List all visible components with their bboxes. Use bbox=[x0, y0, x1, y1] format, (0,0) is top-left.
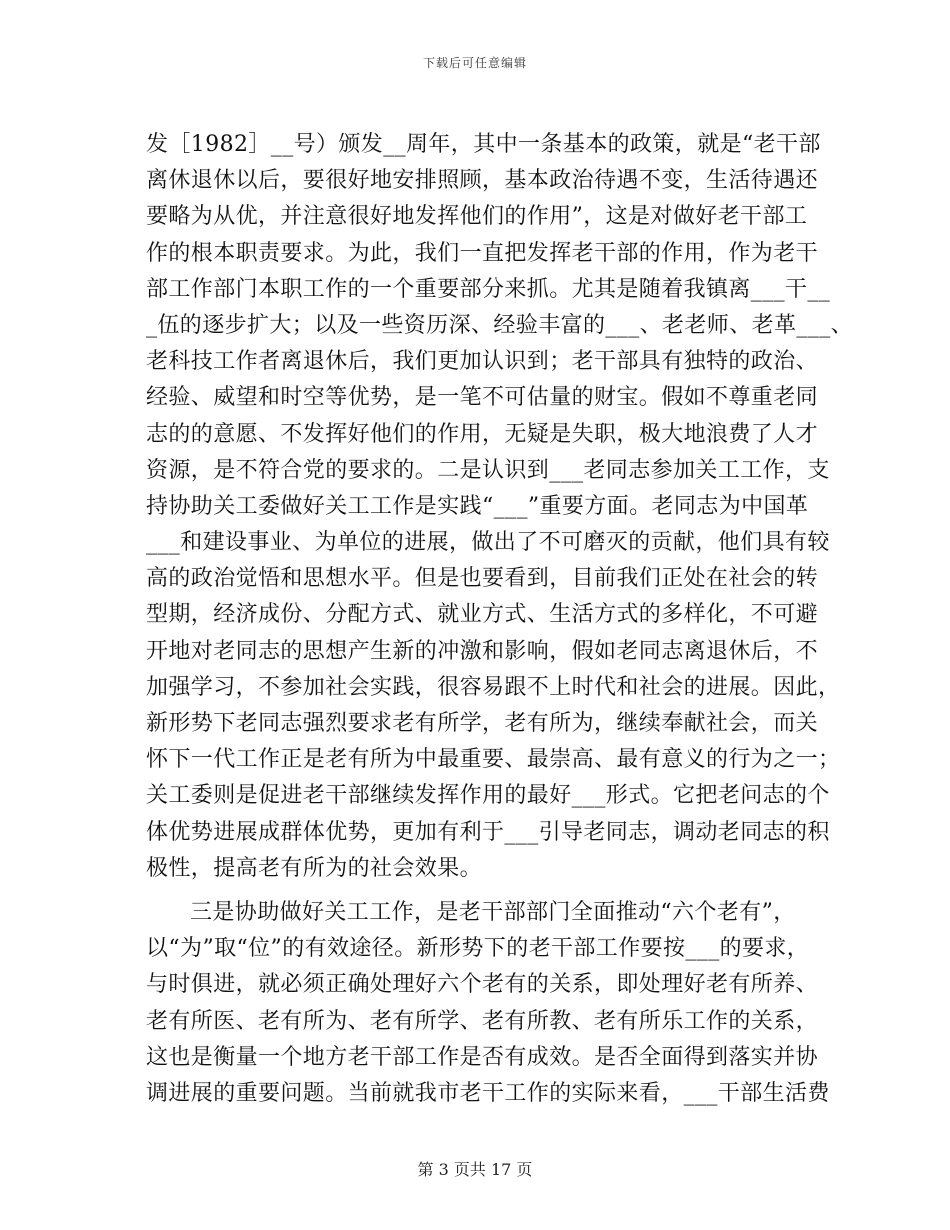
text-line: 老有所医、老有所为、老有所学、老有所教、老有所乐工作的关系， bbox=[146, 1008, 819, 1034]
text-line: 作的根本职责要求。为此，我们一直把发挥老干部的作用，作为老干 bbox=[146, 240, 819, 266]
text-line: 发［1982］__号）颁发__周年，其中一条基本的政策，就是“老干部 bbox=[146, 132, 821, 157]
text-line: 资源，是不符合党的要求的。二是认识到___老同志参加关工工作，支 bbox=[146, 457, 830, 483]
text-line: 开地对老同志的思想产生新的冲激和影响，假如老同志离退休后，不 bbox=[146, 638, 819, 664]
text-line: 体优势进展成群体优势，更加有利于___引导老同志，调动老同志的积 bbox=[146, 819, 830, 845]
text-line: 志的的意愿、不发挥好他们的作用，无疑是失职，极大地浪费了人才 bbox=[146, 421, 819, 447]
text-line: 怀下一代工作正是老有所为中最重要、最崇高、最有意义的行为之一； bbox=[146, 747, 841, 773]
text-line: 要略为从优，并注意很好地发挥他们的作用”，这是对做好老干部工 bbox=[146, 204, 808, 230]
text-line: 关工委则是促进老干部继续发挥作用的最好___形式。它把老问志的个 bbox=[146, 783, 830, 809]
page-header: 下载后可任意编辑 bbox=[422, 56, 527, 70]
text-line: 离休退休以后，要很好地安排照顾，基本政治待遇不变，生活待遇还 bbox=[146, 168, 819, 194]
paragraph-1 bbox=[146, 127, 854, 887]
text-line: 部工作部门本职工作的一个重要部分来抓。尤其是随着我镇离___干__ bbox=[146, 276, 831, 302]
text-line: 经验、威望和时空等优势，是一笔不可估量的财宝。假如不尊重老同 bbox=[146, 385, 819, 411]
text-line: _伍的逐步扩大；以及一些资历深、经验丰富的___、老老师、老革___、 bbox=[146, 312, 854, 338]
text-line: 与时俱进，就必须正确处理好六个老有的关系，即处理好老有所养、 bbox=[146, 972, 819, 998]
text-line: 高的政治觉悟和思想水平。但是也要看到，目前我们正处在社会的转 bbox=[146, 566, 819, 592]
text-line: 这也是衡量一个地方老干部工作是否有成效。是否全面得到落实并协 bbox=[146, 1044, 819, 1070]
paragraph-spacer bbox=[146, 887, 816, 895]
text-line: 以“为”取“位”的有效途径。新形势下的老干部工作要按___的要求， bbox=[146, 936, 810, 962]
paragraph-2 bbox=[146, 895, 830, 1112]
text-line: 新形势下老同志强烈要求老有所学，老有所为，继续奉献社会，而关 bbox=[146, 711, 819, 736]
text-line: 持协助关工委做好关工工作是实践“___”重要方面。老同志为中国革 bbox=[146, 493, 809, 519]
text-line: 调进展的重要问题。当前就我市老干工作的实际来看，___干部生活费 bbox=[146, 1080, 830, 1106]
text-line: 老科技工作者离退休后，我们更加认识到；老干部具有独特的政治、 bbox=[146, 349, 819, 375]
page-number: 第 3 页共 17 页 bbox=[417, 1160, 533, 1179]
text-line: 型期，经济成份、分配方式、就业方式、生活方式的多样化，不可避 bbox=[146, 602, 819, 628]
text-line: 加强学习，不参加社会实践，很容易跟不上时代和社会的进展。因此， bbox=[146, 674, 841, 700]
text-line: 三是协助做好关工工作，是老干部部门全面推动“六个老有”， bbox=[190, 899, 796, 925]
document-body bbox=[146, 127, 854, 1112]
text-line: ___和建设事业、为单位的进展，做出了不可磨灭的贡献，他们具有较 bbox=[146, 530, 830, 556]
text-line: 极性，提高老有所为的社会效果。 bbox=[146, 855, 483, 881]
